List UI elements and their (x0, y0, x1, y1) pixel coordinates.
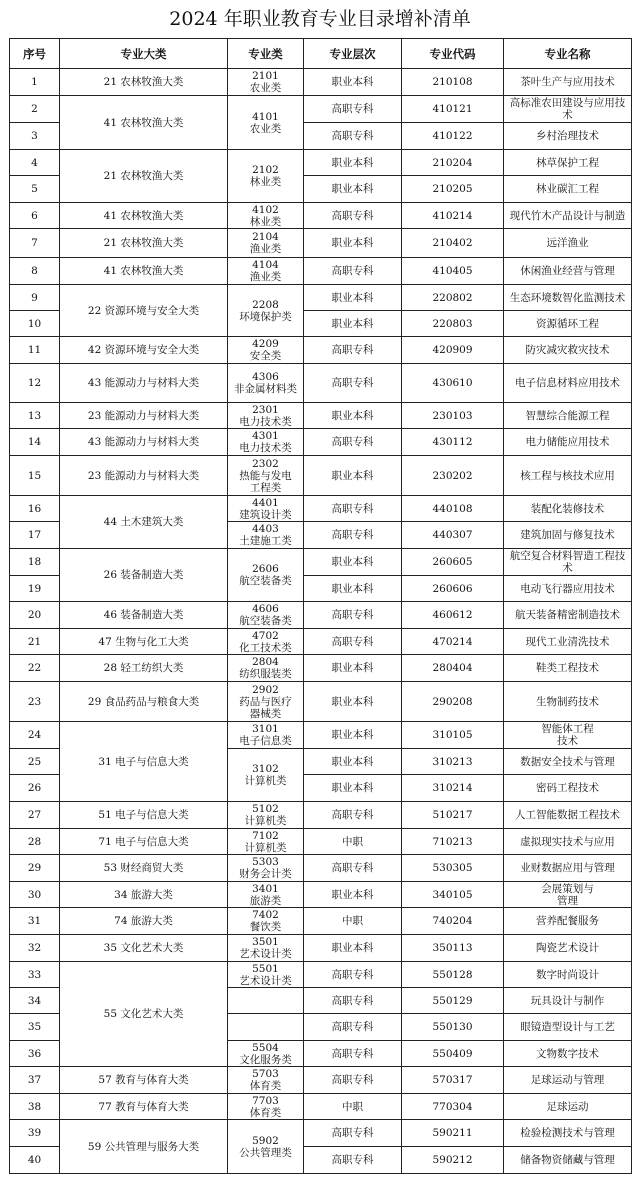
table-row (10, 496, 632, 522)
level-cell: 高职专科 (304, 123, 402, 150)
major-category-cell: 55 文化艺术大类 (60, 962, 228, 1067)
level-cell: 职业本科 (304, 775, 402, 802)
major-class-cell: 4209 安全类 (228, 337, 304, 364)
major-name-cell: 装配化装修技术 (504, 496, 632, 522)
major-supplement-table (9, 38, 632, 1174)
table-header-row (10, 39, 632, 69)
code-cell: 460612 (402, 602, 504, 629)
major-name-cell: 资源循环工程 (504, 311, 632, 337)
header-level: 专业层次 (304, 39, 402, 69)
code-cell: 440108 (402, 496, 504, 522)
table-row (10, 602, 632, 629)
table-row (10, 682, 632, 722)
major-name-cell: 玩具设计与制作 (504, 988, 632, 1014)
code-cell: 210402 (402, 229, 504, 258)
seq-cell: 2 (10, 96, 60, 123)
level-cell: 职业本科 (304, 229, 402, 258)
seq-cell: 21 (10, 629, 60, 655)
seq-cell: 32 (10, 935, 60, 962)
major-name-cell: 眼镜造型设计与工艺 (504, 1014, 632, 1041)
major-name-cell: 足球运动与管理 (504, 1067, 632, 1094)
level-cell: 高职专科 (304, 855, 402, 882)
major-name-cell: 数字时尚设计 (504, 962, 632, 988)
level-cell: 高职专科 (304, 988, 402, 1014)
major-name-cell: 生态环境数智化监测技术 (504, 285, 632, 311)
seq-cell: 24 (10, 722, 60, 749)
major-class-cell: 2301 电力技术类 (228, 403, 304, 429)
seq-cell: 27 (10, 802, 60, 829)
level-cell: 高职专科 (304, 203, 402, 229)
seq-cell: 33 (10, 962, 60, 988)
level-cell: 高职专科 (304, 1120, 402, 1147)
table-row (10, 429, 632, 456)
level-cell: 高职专科 (304, 258, 402, 285)
seq-cell: 39 (10, 1120, 60, 1147)
seq-cell: 7 (10, 229, 60, 258)
document-title: 2024 年职业教育专业目录增补清单 (169, 8, 471, 30)
table-row (10, 456, 632, 496)
major-class-cell: 4102 林业类 (228, 203, 304, 229)
major-name-cell: 电动飞行器应用技术 (504, 576, 632, 602)
level-cell: 高职专科 (304, 364, 402, 403)
code-cell: 340105 (402, 882, 504, 908)
seq-cell: 5 (10, 176, 60, 203)
major-name-cell: 智能体工程 技术 (504, 722, 632, 749)
major-category-cell: 41 农林牧渔大类 (60, 203, 228, 229)
major-name-cell: 检验检测技术与管理 (504, 1120, 632, 1147)
major-name-cell: 现代工业清洗技术 (504, 629, 632, 655)
major-name-cell: 智慧综合能源工程 (504, 403, 632, 429)
seq-cell: 22 (10, 655, 60, 682)
table-row (10, 150, 632, 176)
seq-cell: 34 (10, 988, 60, 1014)
major-category-cell: 21 农林牧渔大类 (60, 69, 228, 96)
level-cell: 高职专科 (304, 1147, 402, 1174)
major-name-cell: 远洋渔业 (504, 229, 632, 258)
table-row (10, 908, 632, 935)
major-class-cell: 7102 计算机类 (228, 829, 304, 855)
major-class-cell: 2208 环境保护类 (228, 285, 304, 337)
level-cell: 职业本科 (304, 882, 402, 908)
major-category-cell: 41 农林牧渔大类 (60, 258, 228, 285)
major-name-cell: 业财数据应用与管理 (504, 855, 632, 882)
level-cell: 职业本科 (304, 456, 402, 496)
code-cell: 570317 (402, 1067, 504, 1094)
major-category-cell: 57 教育与体育大类 (60, 1067, 228, 1094)
major-class-cell: 3501 艺术设计类 (228, 935, 304, 962)
seq-cell: 25 (10, 749, 60, 775)
seq-cell: 3 (10, 123, 60, 150)
major-name-cell: 乡村治理技术 (504, 123, 632, 150)
seq-cell: 38 (10, 1094, 60, 1120)
table-row (10, 96, 632, 123)
header-major-name: 专业名称 (504, 39, 632, 69)
code-cell: 290208 (402, 682, 504, 722)
level-cell: 高职专科 (304, 337, 402, 364)
major-name-cell: 数据安全技术与管理 (504, 749, 632, 775)
level-cell: 职业本科 (304, 69, 402, 96)
major-name-cell: 休闲渔业经营与管理 (504, 258, 632, 285)
code-cell: 410405 (402, 258, 504, 285)
header-major-category: 专业大类 (60, 39, 228, 69)
code-cell: 710213 (402, 829, 504, 855)
table-row (10, 549, 632, 576)
major-class-cell: 2804 纺织服装类 (228, 655, 304, 682)
major-class-cell: 4104 渔业类 (228, 258, 304, 285)
code-cell: 350113 (402, 935, 504, 962)
major-category-cell: 77 教育与体育大类 (60, 1094, 228, 1120)
major-class-cell: 5703 体育类 (228, 1067, 304, 1094)
code-cell: 550409 (402, 1041, 504, 1067)
seq-cell: 14 (10, 429, 60, 456)
code-cell: 210108 (402, 69, 504, 96)
table-body (10, 69, 632, 1174)
seq-cell: 12 (10, 364, 60, 403)
major-category-cell: 59 公共管理与服务大类 (60, 1120, 228, 1174)
level-cell: 职业本科 (304, 549, 402, 576)
code-cell: 310214 (402, 775, 504, 802)
major-name-cell: 高标准农田建设与应用技术 (504, 96, 632, 123)
code-cell: 260605 (402, 549, 504, 576)
table-row (10, 1120, 632, 1147)
code-cell: 590212 (402, 1147, 504, 1174)
table-row (10, 203, 632, 229)
seq-cell: 16 (10, 496, 60, 522)
code-cell: 770304 (402, 1094, 504, 1120)
level-cell: 高职专科 (304, 602, 402, 629)
code-cell: 550130 (402, 1014, 504, 1041)
major-name-cell: 文物数字技术 (504, 1041, 632, 1067)
seq-cell: 15 (10, 456, 60, 496)
level-cell: 高职专科 (304, 1067, 402, 1094)
major-class-cell: 2606 航空装备类 (228, 549, 304, 602)
seq-cell: 36 (10, 1041, 60, 1067)
level-cell: 职业本科 (304, 150, 402, 176)
major-category-cell: 28 轻工纺织大类 (60, 655, 228, 682)
major-name-cell: 足球运动 (504, 1094, 632, 1120)
level-cell: 职业本科 (304, 403, 402, 429)
major-class-cell: 5504 文化服务类 (228, 1041, 304, 1067)
major-name-cell: 防灾减灾救灾技术 (504, 337, 632, 364)
code-cell: 310213 (402, 749, 504, 775)
major-category-cell: 43 能源动力与材料大类 (60, 429, 228, 456)
major-category-cell: 23 能源动力与材料大类 (60, 403, 228, 429)
table-row (10, 403, 632, 429)
major-class-cell (228, 988, 304, 1014)
code-cell: 440307 (402, 522, 504, 549)
major-name-cell: 人工智能数据工程技术 (504, 802, 632, 829)
major-category-cell: 21 农林牧渔大类 (60, 150, 228, 203)
major-class-cell: 4606 航空装备类 (228, 602, 304, 629)
major-category-cell: 41 农林牧渔大类 (60, 96, 228, 150)
level-cell: 高职专科 (304, 629, 402, 655)
major-name-cell: 密码工程技术 (504, 775, 632, 802)
major-name-cell: 陶瓷艺术设计 (504, 935, 632, 962)
code-cell: 530305 (402, 855, 504, 882)
major-category-cell: 53 财经商贸大类 (60, 855, 228, 882)
seq-cell: 40 (10, 1147, 60, 1174)
level-cell: 职业本科 (304, 749, 402, 775)
major-category-cell: 42 资源环境与安全大类 (60, 337, 228, 364)
major-name-cell: 林业碳汇工程 (504, 176, 632, 203)
code-cell: 210205 (402, 176, 504, 203)
level-cell: 职业本科 (304, 285, 402, 311)
seq-cell: 35 (10, 1014, 60, 1041)
seq-cell: 1 (10, 69, 60, 96)
major-class-cell: 2302 热能与发电 工程类 (228, 456, 304, 496)
table-row (10, 935, 632, 962)
major-category-cell: 35 文化艺术大类 (60, 935, 228, 962)
major-class-cell: 5102 计算机类 (228, 802, 304, 829)
major-category-cell: 74 旅游大类 (60, 908, 228, 935)
seq-cell: 8 (10, 258, 60, 285)
major-name-cell: 现代竹木产品设计与制造 (504, 203, 632, 229)
table-row (10, 829, 632, 855)
seq-cell: 9 (10, 285, 60, 311)
code-cell: 280404 (402, 655, 504, 682)
seq-cell: 20 (10, 602, 60, 629)
code-cell: 550129 (402, 988, 504, 1014)
level-cell: 高职专科 (304, 496, 402, 522)
seq-cell: 29 (10, 855, 60, 882)
table-row (10, 229, 632, 258)
major-class-cell: 4301 电力技术类 (228, 429, 304, 456)
major-class-cell: 7402 餐饮类 (228, 908, 304, 935)
table-row (10, 364, 632, 403)
major-class-cell: 3401 旅游类 (228, 882, 304, 908)
code-cell: 410121 (402, 96, 504, 123)
seq-cell: 30 (10, 882, 60, 908)
major-class-cell: 4702 化工技术类 (228, 629, 304, 655)
level-cell: 职业本科 (304, 935, 402, 962)
seq-cell: 19 (10, 576, 60, 602)
code-cell: 430610 (402, 364, 504, 403)
major-class-cell: 3101 电子信息类 (228, 722, 304, 749)
major-category-cell: 31 电子与信息大类 (60, 722, 228, 802)
table-row (10, 258, 632, 285)
table-row (10, 629, 632, 655)
level-cell: 高职专科 (304, 96, 402, 123)
major-name-cell: 虚拟现实技术与应用 (504, 829, 632, 855)
major-class-cell: 7703 体育类 (228, 1094, 304, 1120)
major-category-cell: 44 土木建筑大类 (60, 496, 228, 549)
code-cell: 590211 (402, 1120, 504, 1147)
major-category-cell: 29 食品药品与粮食大类 (60, 682, 228, 722)
level-cell: 职业本科 (304, 311, 402, 337)
major-name-cell: 林草保护工程 (504, 150, 632, 176)
major-class-cell: 4306 非金属材料类 (228, 364, 304, 403)
level-cell: 中职 (304, 829, 402, 855)
major-class-cell: 4101 农业类 (228, 96, 304, 150)
code-cell: 230202 (402, 456, 504, 496)
major-category-cell: 22 资源环境与安全大类 (60, 285, 228, 337)
table-row (10, 882, 632, 908)
code-cell: 740204 (402, 908, 504, 935)
major-class-cell (228, 1014, 304, 1041)
level-cell: 职业本科 (304, 176, 402, 203)
level-cell: 职业本科 (304, 722, 402, 749)
table-row (10, 655, 632, 682)
table-row (10, 285, 632, 311)
code-cell: 470214 (402, 629, 504, 655)
major-class-cell: 3102 计算机类 (228, 749, 304, 802)
level-cell: 职业本科 (304, 576, 402, 602)
level-cell: 高职专科 (304, 429, 402, 456)
major-class-cell: 4403 土建施工类 (228, 522, 304, 549)
level-cell: 职业本科 (304, 682, 402, 722)
code-cell: 430112 (402, 429, 504, 456)
level-cell: 高职专科 (304, 1041, 402, 1067)
major-class-cell: 5501 艺术设计类 (228, 962, 304, 988)
major-class-cell: 2102 林业类 (228, 150, 304, 203)
major-category-cell: 47 生物与化工大类 (60, 629, 228, 655)
code-cell: 220802 (402, 285, 504, 311)
major-class-cell: 2101 农业类 (228, 69, 304, 96)
table-row (10, 69, 632, 96)
seq-cell: 4 (10, 150, 60, 176)
major-category-cell: 43 能源动力与材料大类 (60, 364, 228, 403)
major-name-cell: 航空复合材料智造工程技术 (504, 549, 632, 576)
major-name-cell: 会展策划与 管理 (504, 882, 632, 908)
major-category-cell: 46 装备制造大类 (60, 602, 228, 629)
header-code: 专业代码 (402, 39, 504, 69)
major-category-cell: 23 能源动力与材料大类 (60, 456, 228, 496)
major-class-cell: 4401 建筑设计类 (228, 496, 304, 522)
seq-cell: 31 (10, 908, 60, 935)
table-row (10, 802, 632, 829)
major-category-cell: 26 装备制造大类 (60, 549, 228, 602)
seq-cell: 18 (10, 549, 60, 576)
major-name-cell: 航天装备精密制造技术 (504, 602, 632, 629)
major-name-cell: 核工程与核技术应用 (504, 456, 632, 496)
major-class-cell: 2902 药品与医疗 器械类 (228, 682, 304, 722)
table-row (10, 1094, 632, 1120)
major-category-cell: 34 旅游大类 (60, 882, 228, 908)
header-major-class: 专业类 (228, 39, 304, 69)
major-class-cell: 5902 公共管理类 (228, 1120, 304, 1174)
code-cell: 410214 (402, 203, 504, 229)
level-cell: 中职 (304, 1094, 402, 1120)
table-row (10, 962, 632, 988)
seq-cell: 13 (10, 403, 60, 429)
major-name-cell: 生物制药技术 (504, 682, 632, 722)
level-cell: 高职专科 (304, 1014, 402, 1041)
code-cell: 410122 (402, 123, 504, 150)
seq-cell: 26 (10, 775, 60, 802)
level-cell: 高职专科 (304, 962, 402, 988)
table-row (10, 855, 632, 882)
major-category-cell: 71 电子与信息大类 (60, 829, 228, 855)
code-cell: 420909 (402, 337, 504, 364)
major-name-cell: 鞋类工程技术 (504, 655, 632, 682)
code-cell: 230103 (402, 403, 504, 429)
code-cell: 260606 (402, 576, 504, 602)
code-cell: 510217 (402, 802, 504, 829)
major-name-cell: 电力储能应用技术 (504, 429, 632, 456)
code-cell: 210204 (402, 150, 504, 176)
seq-cell: 23 (10, 682, 60, 722)
level-cell: 高职专科 (304, 522, 402, 549)
major-name-cell: 建筑加固与修复技术 (504, 522, 632, 549)
seq-cell: 37 (10, 1067, 60, 1094)
major-category-cell: 51 电子与信息大类 (60, 802, 228, 829)
major-name-cell: 营养配餐服务 (504, 908, 632, 935)
header-seq: 序号 (10, 39, 60, 69)
seq-cell: 28 (10, 829, 60, 855)
level-cell: 职业本科 (304, 655, 402, 682)
seq-cell: 17 (10, 522, 60, 549)
seq-cell: 10 (10, 311, 60, 337)
table-row (10, 722, 632, 749)
level-cell: 中职 (304, 908, 402, 935)
major-category-cell: 21 农林牧渔大类 (60, 229, 228, 258)
code-cell: 310105 (402, 722, 504, 749)
code-cell: 550128 (402, 962, 504, 988)
major-class-cell: 2104 渔业类 (228, 229, 304, 258)
major-name-cell: 储备物资储藏与管理 (504, 1147, 632, 1174)
table-row (10, 337, 632, 364)
level-cell: 高职专科 (304, 802, 402, 829)
seq-cell: 11 (10, 337, 60, 364)
seq-cell: 6 (10, 203, 60, 229)
major-class-cell: 5303 财务会计类 (228, 855, 304, 882)
major-name-cell: 茶叶生产与应用技术 (504, 69, 632, 96)
code-cell: 220803 (402, 311, 504, 337)
table-row (10, 1067, 632, 1094)
major-name-cell: 电子信息材料应用技术 (504, 364, 632, 403)
